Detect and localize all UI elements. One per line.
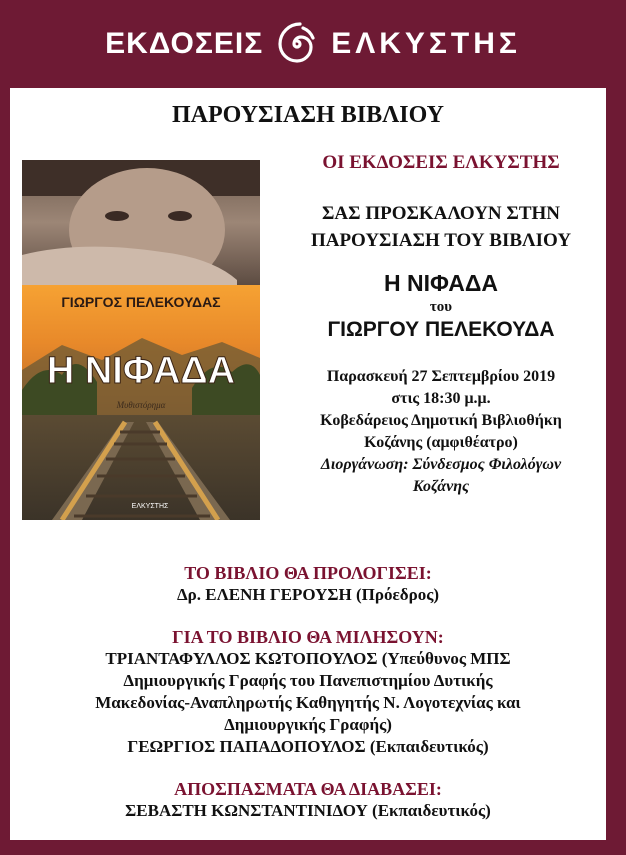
- event-organizer-line-2: Κοζάνης: [412, 478, 470, 495]
- readings-name: ΣΕΒΑΣΤΗ ΚΩΝΣΤΑΝΤΙΝΙΔΟΥ (Εκπαιδευτικός): [125, 801, 491, 820]
- book-cover-art: [22, 160, 260, 520]
- readings-heading: ΑΠΟΣΠΑΣΜΑΤΑ ΘΑ ΔΙΑΒΑΣΕΙ:: [174, 779, 442, 799]
- invite-line-2: ΠΑΡΟΥΣΙΑΣΗ ΤΟΥ ΒΙΒΛΙΟΥ: [310, 230, 572, 251]
- program-section: [10, 562, 606, 822]
- speaker-line-4: Δημιουργικής Γραφής): [224, 715, 392, 734]
- author-name: ΓΙΩΡΓΟΥ ΠΕΛΕΚΟΥΔΑ: [327, 318, 555, 341]
- speaker-line-5: ΓΕΩΡΓΙΟΣ ΠΑΠΑΔΟΠΟΥΛΟΣ (Εκπαιδευτικός): [127, 737, 489, 756]
- cover-publisher-mark: ΕΛΚΥΣΤΗΣ: [131, 503, 169, 510]
- speaker-line-1: ΤΡΙΑΝΤΑΦΥΛΛΟΣ ΚΩΤΟΠΟΥΛΟΣ (Υπεύθυνος ΜΠΣ: [105, 649, 511, 668]
- prologue-name: Δρ. ΕΛΕΝΗ ΓΕΡΟΥΣΗ (Πρόεδρος): [176, 585, 440, 604]
- by-label: του: [429, 299, 453, 315]
- book-title: Η ΝΙΦΑΔΑ: [383, 270, 498, 296]
- cover-title: Η ΝΙΦΑΔΑ: [46, 350, 236, 392]
- header-banner: [0, 0, 626, 88]
- event-details: [280, 366, 602, 498]
- brand-name-left: ΕΚΔΟΣΕΙΣ: [105, 27, 264, 60]
- page-title: ΠΑΡΟΥΣΙΑΣΗ ΒΙΒΛΙΟΥ: [171, 102, 445, 128]
- spiral-logo-icon: [273, 20, 321, 68]
- event-venue-line-1: Κοβεδάρειος Δημοτική Βιβλιοθήκη: [320, 412, 562, 429]
- event-venue-line-2: Κοζάνης (αμφιθέατρο): [364, 434, 518, 451]
- event-organizer-line-1: Διοργάνωση: Σύνδεσμος Φιλολόγων: [320, 456, 562, 473]
- speaker-line-2: Δημιουργικής Γραφής του Πανεπιστημίου Δυτικής: [123, 671, 493, 690]
- publisher-line: ΟΙ ΕΚΔΟΣΕΙΣ ΕΛΚΥΣΤΗΣ: [322, 152, 560, 173]
- speaker-line-3: Μακεδονίας-Αναπληρωτής Καθηγητής Ν. Λογοτεχνίας και: [95, 693, 521, 712]
- invite-line-1: ΣΑΣ ΠΡΟΣΚΑΛΟΥΝ ΣΤΗΝ: [322, 203, 560, 224]
- invitation-block: [280, 144, 602, 498]
- cover-genre: Μυθιστόρημα: [116, 400, 166, 410]
- cover-author: ΓΙΩΡΓΟΣ ΠΕΛΕΚΟΥΔΑΣ: [61, 294, 221, 310]
- book-cover-image: [22, 160, 260, 520]
- prologue-heading: ΤΟ ΒΙΒΛΙΟ ΘΑ ΠΡΟΛΟΓΙΣΕΙ:: [184, 563, 432, 583]
- invitation-panel: [10, 88, 606, 840]
- speakers-heading: ΓΙΑ ΤΟ ΒΙΒΛΙΟ ΘΑ ΜΙΛΗΣΟΥΝ:: [172, 627, 444, 647]
- event-date: Παρασκευή 27 Σεπτεμβρίου 2019: [326, 368, 556, 385]
- event-time: στις 18:30 μ.μ.: [391, 390, 491, 407]
- brand-name-right: ΕΛΚΥΣΤΗΣ: [331, 27, 521, 60]
- invite-text: [280, 200, 602, 254]
